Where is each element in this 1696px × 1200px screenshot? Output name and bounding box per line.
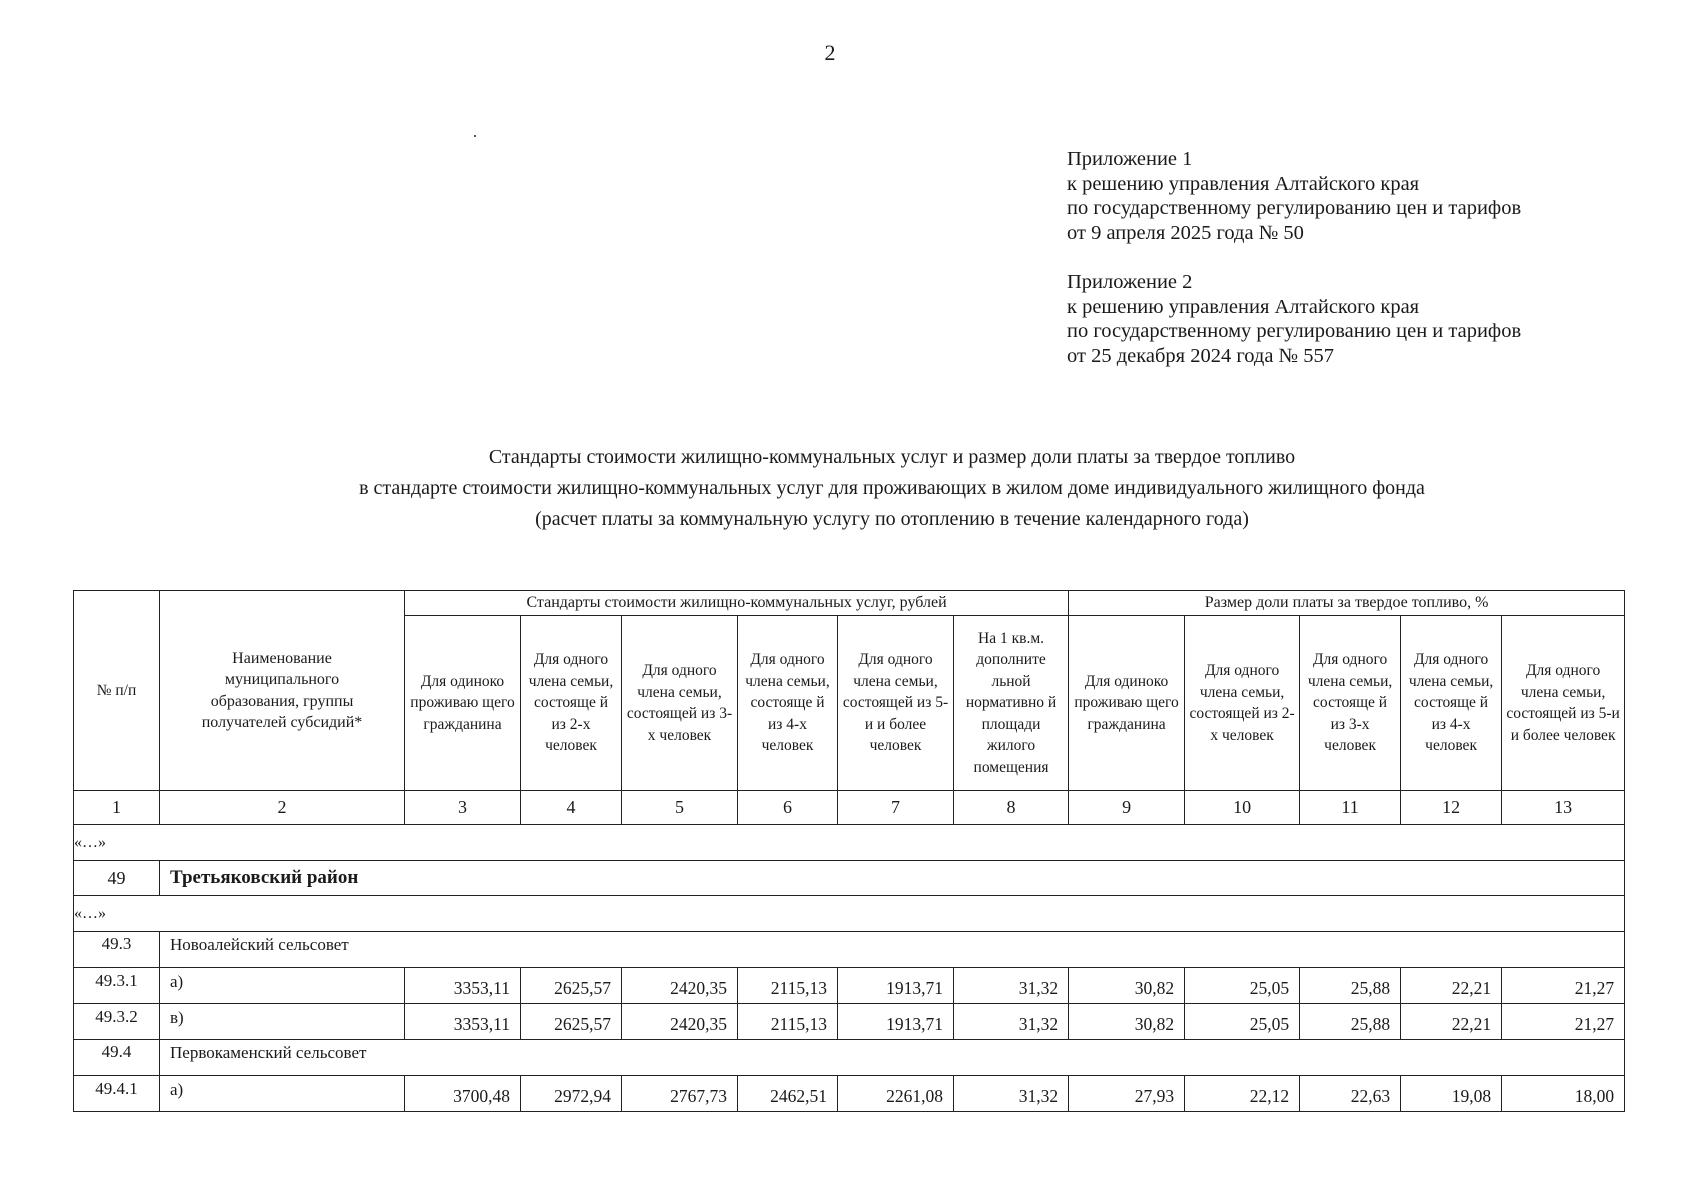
row-number: 49.3.2 xyxy=(74,1004,160,1040)
header-cost-col: На 1 кв.м. дополните льной нормативно й площади жилого помещения xyxy=(954,616,1069,791)
cost-standards-table xyxy=(73,590,1625,1112)
header-cost-col: Для одного члена семьи, состоящей из 5-и и более человек xyxy=(838,616,954,791)
column-number: 7 xyxy=(838,791,954,825)
header-number: № п/п xyxy=(74,591,160,791)
table-row xyxy=(74,1076,1625,1112)
column-number: 3 xyxy=(405,791,521,825)
subdivision-name: Новоалейский сельсовет xyxy=(160,932,1625,968)
value-cell: 31,32 xyxy=(954,968,1069,1004)
value-cell: 22,12 xyxy=(1185,1076,1300,1112)
header-share-col: Для одного члена семьи, состояще й из 3-х человек xyxy=(1300,616,1401,791)
row-number: 49.4.1 xyxy=(74,1076,160,1112)
column-number: 11 xyxy=(1300,791,1401,825)
appendix-2-line: Приложение 2 xyxy=(1067,271,1193,293)
value-cell: 27,93 xyxy=(1069,1076,1185,1112)
district-number: 49 xyxy=(74,861,160,896)
appendix-2-line: от 25 декабря 2024 года № 557 xyxy=(1067,344,1334,367)
header-municipality: Наименование муниципального образования, группы получателей субсидий* xyxy=(160,591,405,791)
column-number: 9 xyxy=(1069,791,1185,825)
title-line: Стандарты стоимости жилищно-коммунальных услуг и размер доли платы за твердое топливо xyxy=(488,446,1296,468)
column-number: 2 xyxy=(160,791,405,825)
value-cell: 22,63 xyxy=(1300,1076,1401,1112)
row-number: 49.3.1 xyxy=(74,968,160,1004)
value-cell: 19,08 xyxy=(1401,1076,1502,1112)
value-cell: 25,88 xyxy=(1300,1004,1401,1040)
row-group-label: а) xyxy=(160,1076,405,1112)
value-cell: 3353,11 xyxy=(405,1004,521,1040)
value-cell: 2420,35 xyxy=(622,968,738,1004)
value-cell: 3700,48 xyxy=(405,1076,521,1112)
subdivision-number: 49.4 xyxy=(74,1040,160,1076)
header-share-col: Для одного члена семьи, состоящей из 2-х человек xyxy=(1185,616,1300,791)
appendix-2-block xyxy=(1067,270,1521,368)
value-cell: 1913,71 xyxy=(838,968,954,1004)
value-cell: 18,00 xyxy=(1502,1076,1625,1112)
appendix-1-line: Приложение 1 xyxy=(1067,148,1193,170)
row-group-label: а) xyxy=(160,968,405,1004)
appendix-1-line: по государственному регулированию цен и тарифов xyxy=(1067,197,1522,219)
appendix-1-block xyxy=(1067,147,1521,245)
appendix-2-line: по государственному регулированию цен и тарифов xyxy=(1067,320,1522,342)
district-name: Третьяковский район xyxy=(160,861,1625,896)
header-share-col: Для одиноко проживаю щего гражданина xyxy=(1069,616,1185,791)
column-number: 8 xyxy=(954,791,1069,825)
value-cell: 22,21 xyxy=(1401,1004,1502,1040)
value-cell: 25,05 xyxy=(1185,1004,1300,1040)
column-number: 1 xyxy=(74,791,160,825)
value-cell: 2115,13 xyxy=(738,1004,838,1040)
column-number: 4 xyxy=(521,791,622,825)
column-number: 10 xyxy=(1185,791,1300,825)
value-cell: 21,27 xyxy=(1502,1004,1625,1040)
header-cost-col: Для одного члена семьи, состояще й из 4-х человек xyxy=(738,616,838,791)
header-group-costs: Стандарты стоимости жилищно-коммунальных услуг, рублей xyxy=(405,591,1069,616)
header-cost-col: Для одного члена семьи, состояще й из 2-х человек xyxy=(521,616,622,791)
appendix-1-line: к решению управления Алтайского края xyxy=(1067,172,1420,195)
value-cell: 2462,51 xyxy=(738,1076,838,1112)
column-number: 5 xyxy=(622,791,738,825)
scan-speck xyxy=(474,135,476,137)
value-cell: 2420,35 xyxy=(622,1004,738,1040)
page-number: 2 xyxy=(824,40,836,65)
column-number: 12 xyxy=(1401,791,1502,825)
value-cell: 30,82 xyxy=(1069,968,1185,1004)
value-cell: 2261,08 xyxy=(838,1076,954,1112)
value-cell: 1913,71 xyxy=(838,1004,954,1040)
document-title xyxy=(0,442,1696,535)
subdivision-name: Первокаменский сельсовет xyxy=(160,1040,1625,1076)
subdivision-number: 49.3 xyxy=(74,932,160,968)
value-cell: 2625,57 xyxy=(521,1004,622,1040)
header-group-fuel-share: Размер доли платы за твердое топливо, % xyxy=(1069,591,1625,616)
header-share-col: Для одного члена семьи, состояще й из 4-х человек xyxy=(1401,616,1502,791)
value-cell: 31,32 xyxy=(954,1004,1069,1040)
column-number: 6 xyxy=(738,791,838,825)
value-cell: 2115,13 xyxy=(738,968,838,1004)
title-line: (расчет платы за коммунальную услугу по отоплению в течение календарного года) xyxy=(535,508,1249,530)
table-row xyxy=(74,968,1625,1004)
table-row xyxy=(74,1004,1625,1040)
value-cell: 2972,94 xyxy=(521,1076,622,1112)
column-number: 13 xyxy=(1502,791,1625,825)
value-cell: 21,27 xyxy=(1502,968,1625,1004)
value-cell: 31,32 xyxy=(954,1076,1069,1112)
value-cell: 2625,57 xyxy=(521,968,622,1004)
ellipsis-row: «…» xyxy=(74,825,1625,861)
value-cell: 30,82 xyxy=(1069,1004,1185,1040)
row-group-label: в) xyxy=(160,1004,405,1040)
header-cost-col: Для одиноко проживаю щего гражданина xyxy=(405,616,521,791)
ellipsis-row: «…» xyxy=(74,896,1625,932)
value-cell: 25,05 xyxy=(1185,968,1300,1004)
value-cell: 22,21 xyxy=(1401,968,1502,1004)
value-cell: 2767,73 xyxy=(622,1076,738,1112)
value-cell: 3353,11 xyxy=(405,968,521,1004)
title-line: в стандарте стоимости жилищно-коммунальных услуг для проживающих в жилом доме индивидуального жилищного фонда xyxy=(359,477,1425,499)
appendix-1-line: от 9 апреля 2025 года № 50 xyxy=(1067,221,1304,244)
appendix-2-line: к решению управления Алтайского края xyxy=(1067,295,1420,318)
value-cell: 25,88 xyxy=(1300,968,1401,1004)
header-cost-col: Для одного члена семьи, состоящей из 3-х человек xyxy=(622,616,738,791)
header-share-col: Для одного члена семьи, состоящей из 5-и и более человек xyxy=(1502,616,1625,791)
